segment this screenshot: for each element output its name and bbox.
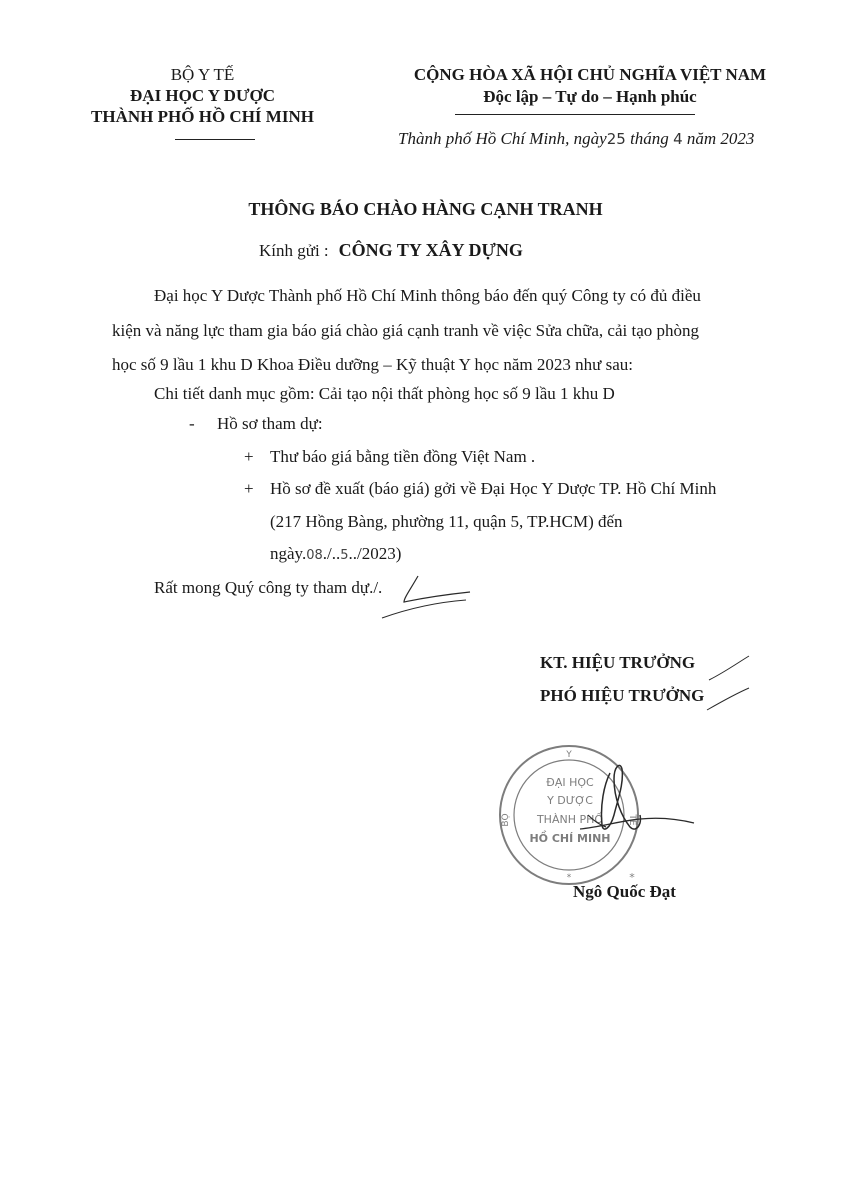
approval-initials (705, 650, 755, 715)
svg-text:HỒ CHÍ MINH: HỒ CHÍ MINH (529, 832, 611, 845)
republic-name: CỘNG HÒA XÃ HỘI CHỦ NGHĨA VIỆT NAM (413, 65, 767, 84)
deadline-sep: ./.. (322, 544, 341, 563)
deadline-line (270, 544, 401, 564)
handwritten-signature (570, 755, 700, 850)
svg-text:*: * (629, 871, 635, 884)
signature-title-2: PHÓ HIỆU TRƯỞNG (540, 686, 705, 705)
dossier-label: Hồ sơ tham dự: (217, 414, 323, 433)
university-name: ĐẠI HỌC Y DƯỢC (130, 86, 275, 105)
ministry-name: BỘ Y TẾ (170, 65, 235, 84)
svg-text:THÀNH PHỐ: THÀNH PHỐ (536, 813, 604, 826)
deadline-suffix: ../2023) (348, 544, 402, 563)
closing-line: Rất mong Quý công ty tham dự./. (154, 578, 383, 597)
document-title: THÔNG BÁO CHÀO HÀNG CẠNH TRANH (248, 199, 603, 219)
item1-text: Thư báo giá bằng tiền đồng Việt Nam . (270, 447, 536, 466)
deadline-day: 08 (306, 548, 323, 563)
issuer-block (90, 64, 315, 127)
dateline-prefix: Thành phố Hồ Chí Minh, ngày (398, 129, 607, 148)
deadline-month: 5 (340, 548, 349, 563)
svg-text:ĐẠI HỌC: ĐẠI HỌC (546, 776, 594, 789)
item2-bullet: + (244, 479, 254, 498)
item2-line1: Hồ sơ đề xuất (báo giá) gởi về Đại Học Y Dược TP. Hồ Chí Minh (270, 479, 717, 498)
initial-mark (380, 570, 475, 622)
motto-underline (455, 114, 695, 115)
national-motto: Độc lập – Tự do – Hạnh phúc (483, 87, 697, 106)
body-para1-line3: học số 9 lầu 1 khu D Khoa Điều dưỡng – Kỹ thuật Y học năm 2023 như sau: (112, 355, 633, 374)
svg-text:*: * (566, 873, 572, 883)
svg-text:BỘ: BỘ (501, 813, 511, 827)
signature-title-1: KT. HIỆU TRƯỞNG (540, 653, 696, 672)
recipient-name: CÔNG TY XÂY DỰNG (338, 240, 523, 260)
deadline-prefix: ngày. (270, 544, 307, 563)
body-para1-line2: kiện và năng lực tham gia báo giá chào giá cạnh tranh về việc Sửa chữa, cải tạo phòng (112, 321, 700, 340)
national-header (375, 64, 805, 108)
dossier-bullet: - (189, 414, 195, 433)
dateline-month: 4 (673, 130, 683, 148)
dateline-day: 25 (606, 130, 626, 148)
svg-text:TẾ: TẾ (627, 814, 637, 826)
dateline-month-word: tháng (630, 129, 669, 148)
dateline (398, 129, 754, 149)
body-para1-line1: Đại học Y Dược Thành phố Hồ Chí Minh thông báo đến quý Công ty có đủ điều (154, 286, 701, 305)
issuer-underline (175, 139, 255, 140)
svg-text:Y: Y (566, 750, 572, 760)
signer-name: Ngô Quốc Đạt (573, 882, 676, 901)
svg-text:Y DƯỢC: Y DƯỢC (547, 794, 593, 807)
university-city: THÀNH PHỐ HỒ CHÍ MINH (91, 107, 314, 126)
item2-line2: (217 Hồng Bàng, phường 11, quận 5, TP.HCM) đến (270, 512, 623, 531)
detail-line: Chi tiết danh mục gồm: Cải tạo nội thất phòng học số 9 lầu 1 khu D (154, 384, 615, 403)
item1-bullet: + (244, 447, 254, 466)
recipient-label: Kính gửi : (259, 241, 329, 260)
dateline-year: năm 2023 (686, 129, 755, 148)
recipient-line (259, 240, 523, 261)
